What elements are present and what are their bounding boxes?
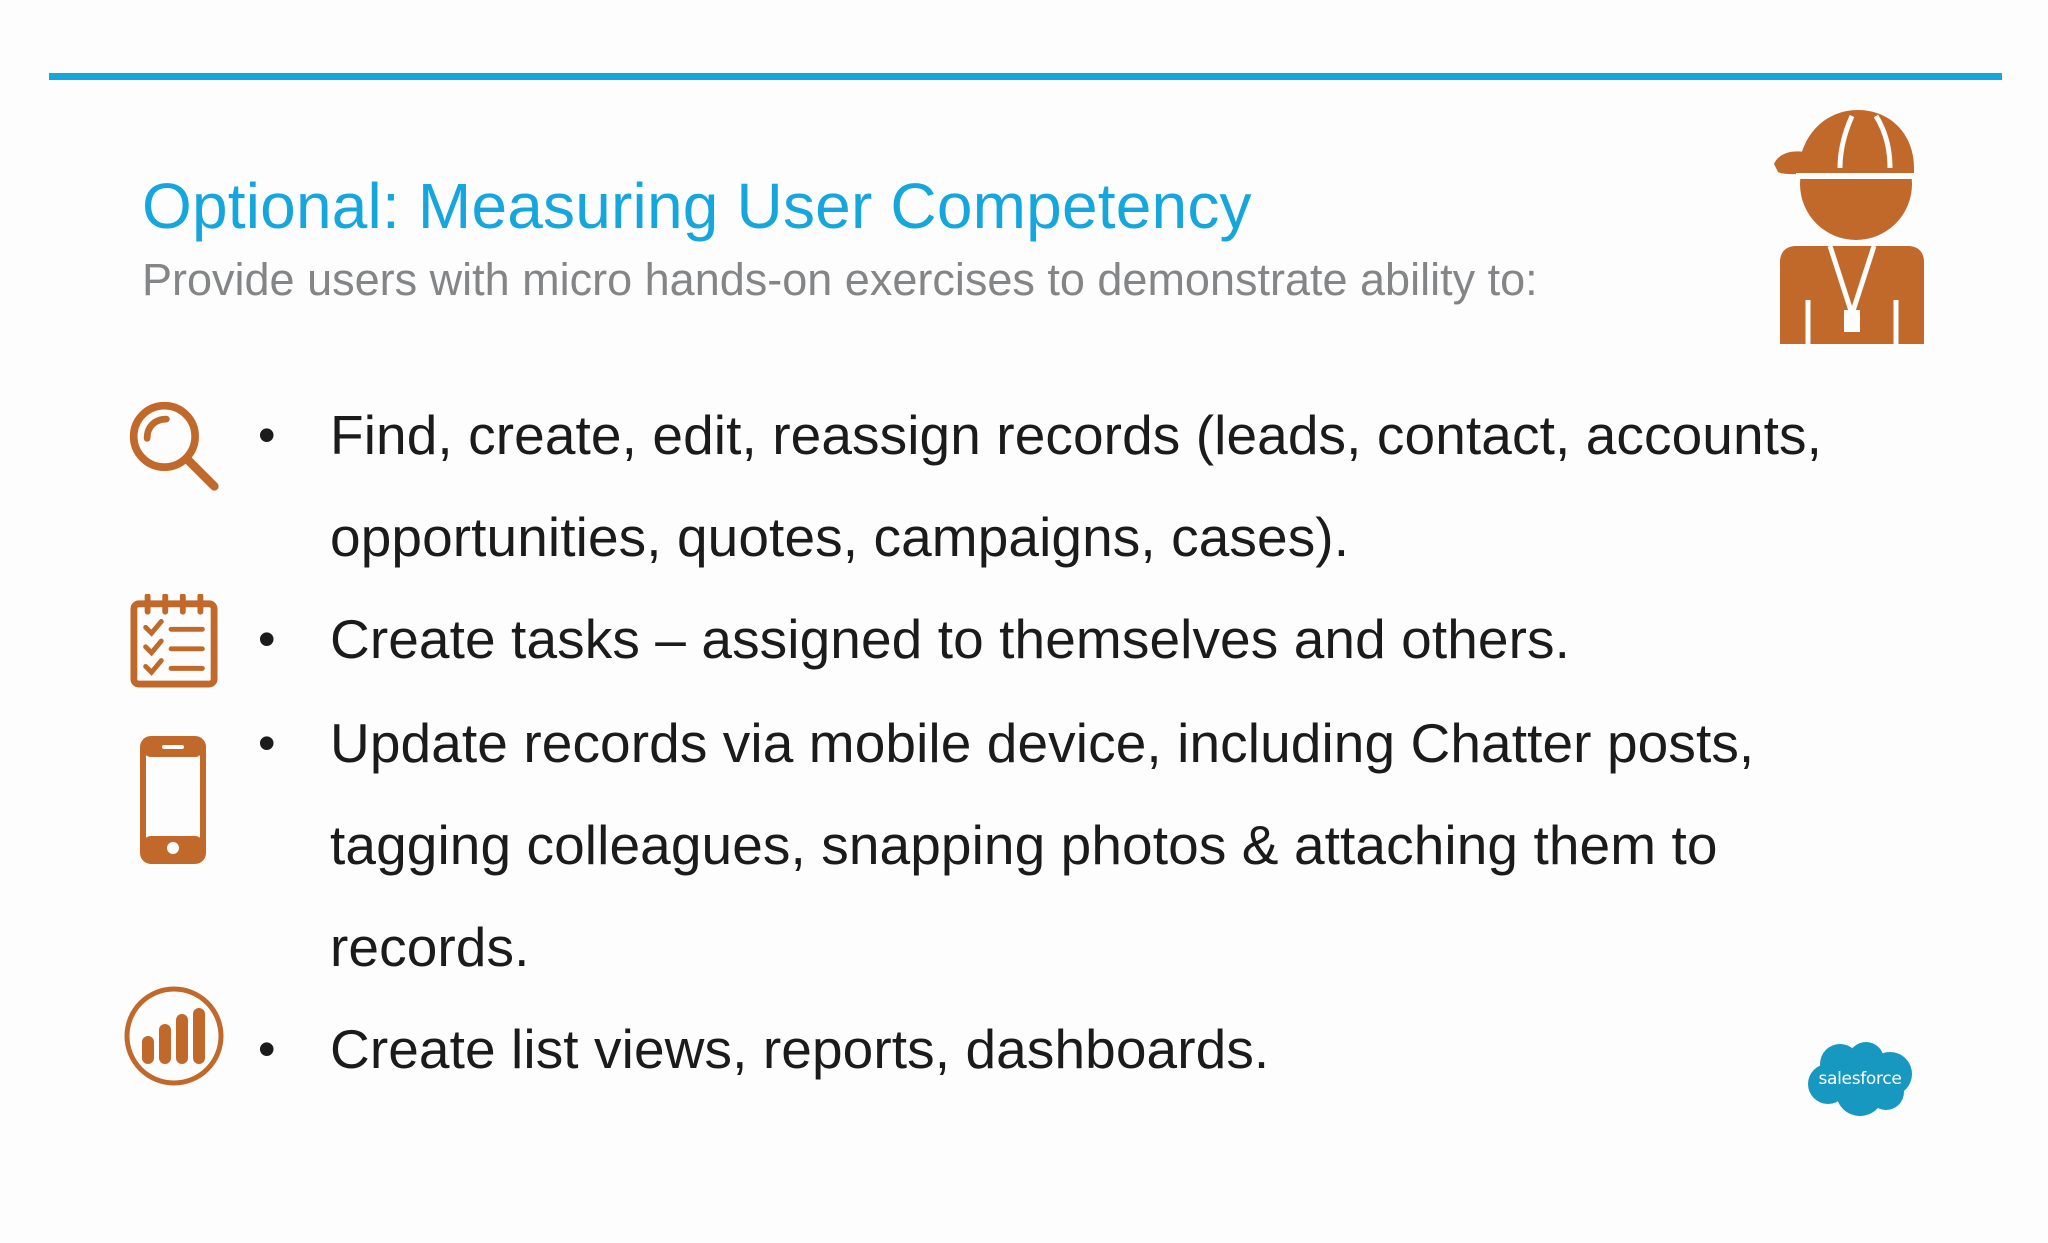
bar-chart-icon <box>122 984 226 1088</box>
mobile-phone-icon <box>140 736 206 864</box>
bullet-text-line: records. <box>330 916 530 978</box>
slide-title: Optional: Measuring User Competency <box>142 170 1252 242</box>
top-accent-rule <box>49 73 2002 80</box>
bullet-marker: • <box>258 1021 276 1077</box>
bullet-marker: • <box>258 715 276 771</box>
bullet-text-line: tagging colleagues, snapping photos & attaching them to <box>330 814 1718 876</box>
bullet-text-line: Update records via mobile device, including Chatter posts, <box>330 712 1755 774</box>
list-item <box>0 998 2048 1100</box>
bullet-marker: • <box>258 611 276 667</box>
bullet-marker: • <box>258 407 276 463</box>
checklist-icon <box>130 594 218 688</box>
salesforce-logo <box>1806 1040 1914 1118</box>
bullet-text-line: Create list views, reports, dashboards. <box>330 1018 1270 1080</box>
list-item <box>0 384 2048 588</box>
construction-worker-icon <box>1774 104 1930 344</box>
bullet-text-line: Find, create, edit, reassign records (leads, contact, accounts, <box>330 404 1823 466</box>
magnifier-icon <box>126 398 222 494</box>
list-item <box>0 692 2048 998</box>
bullet-text-line: opportunities, quotes, campaigns, cases). <box>330 506 1350 568</box>
bullet-text-line: Create tasks – assigned to themselves and others. <box>330 608 1571 670</box>
list-item <box>0 588 2048 690</box>
slide-subtitle: Provide users with micro hands-on exercises to demonstrate ability to: <box>142 254 1538 305</box>
logo-text: salesforce <box>1818 1069 1902 1089</box>
